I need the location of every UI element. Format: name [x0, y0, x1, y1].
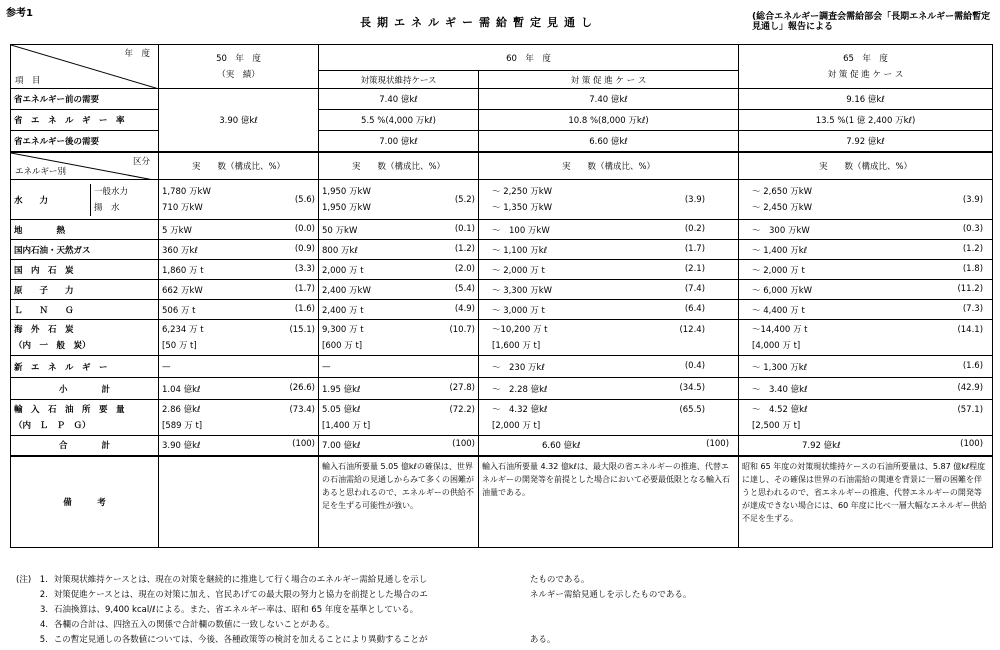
- cell-demand-y50: 3.90 億kℓ: [159, 89, 319, 152]
- label-subtotal: 小 計: [11, 378, 159, 400]
- label-remarks: 備 考: [11, 456, 159, 548]
- cell-geo-y65: ～ 300 万kW (0.3): [739, 220, 993, 240]
- cell-domoil-y60a: 800 万kℓ (1.2): [319, 240, 479, 260]
- cell-subtotal-y65: ～ 3.40 億kℓ (42.9): [739, 378, 993, 400]
- label-demand-before: 省エネルギー前の需要: [11, 89, 159, 110]
- page-title: 長期エネルギー需給暫定見通し: [360, 16, 598, 29]
- row-demand-after: [11, 131, 993, 152]
- cell-remarks-y60b: 輸入石油所要量 4.32 億kℓは、最大限の省エネルギーの推進、代替エネルギーの開発等を前提とした場合において必要最低限となる輸入石油量である。: [479, 456, 739, 548]
- label-saving-rate: 省 エ ネ ル ギ ー 率: [11, 110, 159, 131]
- cell-domcoal-y60a: 2,000 万 t (2.0): [319, 260, 479, 280]
- footnote-1: (注) 1. 対策現状維持ケースとは、現在の対策を継続的に推進して行く場合のエネルギー需給見通しを示し たものである。: [16, 575, 590, 585]
- cell-impcoal-y60b: ～10,200 万 t [1,600 万 t] (12.4): [479, 320, 739, 356]
- cell-before-y60b: 7.40 億kℓ: [479, 89, 739, 110]
- row-imported-oil: [11, 400, 993, 436]
- header-koumoku: 項 目: [15, 76, 41, 86]
- cell-lng-y50: 506 万 t (1.6): [159, 300, 319, 320]
- cell-nuclear-y60b: ～ 3,300 万kW (7.4): [479, 280, 739, 300]
- cell-hydro-y60b: ～ 2,250 万kW ～ 1,350 万kW (3.9): [479, 180, 739, 220]
- footnote-4: 4. 各欄の合計は、四捨五入の関係で合計欄の数値に一致しないことがある。: [40, 620, 335, 630]
- label-domestic-coal: 国 内 石 炭: [11, 260, 159, 280]
- row-geothermal: [11, 220, 993, 240]
- header-col60b: 対 策 促 進 ケ ー ス: [479, 71, 739, 89]
- cell-new-y60a: —: [319, 356, 479, 378]
- cell-total-y60b: 6.60 億kℓ (100): [479, 436, 739, 456]
- label-imported-coal: 海 外 石 炭 （内 一 般 炭）: [11, 320, 159, 356]
- header-col65: 65 年 度 対 策 促 進 ケ ー ス: [739, 45, 993, 89]
- header-col60-year: 60 年 度: [319, 45, 739, 71]
- cell-impcoal-y65: ～14,400 万 t [4,000 万 t] (14.1): [739, 320, 993, 356]
- cell-nuclear-y50: 662 万kW (1.7): [159, 280, 319, 300]
- cell-impcoal-y50: 6,234 万 t [50 万 t] (15.1): [159, 320, 319, 356]
- row-remarks: [11, 456, 993, 548]
- cell-subtotal-y50: 1.04 億kℓ (26.6): [159, 378, 319, 400]
- row-domestic-coal: [11, 260, 993, 280]
- header-col60a: 対策現状維持ケース: [319, 71, 479, 89]
- label-nuclear: 原 子 力: [11, 280, 159, 300]
- cell-lng-y60b: ～ 3,000 万 t (6.4): [479, 300, 739, 320]
- cell-rate-y60a: 5.5 %(4,000 万kℓ): [319, 110, 479, 131]
- subheader-y65: 実 数（構成比、%）: [739, 152, 993, 180]
- label-lng: Ｌ Ｎ Ｇ: [11, 300, 159, 320]
- cell-geo-y50: 5 万kW (0.0): [159, 220, 319, 240]
- label-geothermal: 地 熱: [11, 220, 159, 240]
- cell-geo-y60a: 50 万kW (0.1): [319, 220, 479, 240]
- header-col50: 50 年 度 （実 績）: [159, 45, 319, 89]
- cell-impcoal-y60a: 9,300 万 t [600 万 t] (10.7): [319, 320, 479, 356]
- cell-domoil-y65: ～ 1,400 万kℓ (1.2): [739, 240, 993, 260]
- label-imported-oil: 輸 入 石 油 所 要 量 （内 Ｌ Ｐ Ｇ）: [11, 400, 159, 436]
- header-diagonal-cell: [11, 45, 159, 89]
- row-hydro: [11, 180, 993, 220]
- subheader-kubun: 区分: [132, 156, 150, 167]
- subheader-diagonal-cell: [11, 152, 159, 180]
- label-domestic-oil-gas: 国内石油・天然ガス: [11, 240, 159, 260]
- cell-domcoal-y65: ～ 2,000 万 t (1.8): [739, 260, 993, 280]
- cell-before-y65: 9.16 億kℓ: [739, 89, 993, 110]
- row-imported-coal: [11, 320, 993, 356]
- cell-impoil-y65: ～ 4.52 億kℓ [2,500 万 t] (57.1): [739, 400, 993, 436]
- cell-hydro-y60a: 1,950 万kW 1,950 万kW (5.2): [319, 180, 479, 220]
- cell-total-y50: 3.90 億kℓ (100): [159, 436, 319, 456]
- reference-label: 参考1: [6, 8, 33, 19]
- cell-rate-y65: 13.5 %(1 億 2,400 万kℓ): [739, 110, 993, 131]
- subheader-y60b: 実 数（構成比、%）: [479, 152, 739, 180]
- row-new-energy: [11, 356, 993, 378]
- cell-domcoal-y50: 1,860 万 t (3.3): [159, 260, 319, 280]
- footnote-2: 2. 対策促進ケースとは、現在の対策に加え、官民あげての最大限の努力と協力を前提とした場合のエ ネルギー需給見通しを示したものである。: [39, 590, 692, 600]
- cell-rate-y60b: 10.8 %(8,000 万kℓ): [479, 110, 739, 131]
- cell-after-y60a: 7.00 億kℓ: [319, 131, 479, 152]
- label-new-energy: 新 エ ネ ル ギ ー: [11, 356, 159, 378]
- cell-geo-y60b: ～ 100 万kW (0.2): [479, 220, 739, 240]
- subheader-by-energy: エネルギー別: [15, 167, 67, 177]
- cell-lng-y60a: 2,400 万 t (4.9): [319, 300, 479, 320]
- cell-impoil-y50: 2.86 億kℓ [589 万 t] (73.4): [159, 400, 319, 436]
- cell-domoil-y60b: ～ 1,100 万kℓ (1.7): [479, 240, 739, 260]
- cell-new-y65: ～ 1,300 万kℓ (1.6): [739, 356, 993, 378]
- energy-outlook-table: [10, 44, 993, 548]
- label-demand-after: 省エネルギー後の需要: [11, 131, 159, 152]
- cell-nuclear-y60a: 2,400 万kW (5.4): [319, 280, 479, 300]
- cell-subtotal-y60b: ～ 2.28 億kℓ (34.5): [479, 378, 739, 400]
- cell-new-y60b: ～ 230 万kℓ (0.4): [479, 356, 739, 378]
- row-total: [11, 436, 993, 456]
- header-row-years: [11, 45, 993, 71]
- label-total: 合 計: [11, 436, 159, 456]
- cell-remarks-y60a: 輸入石油所要量 5.05 億kℓの確保は、世界の石油需給の見通しからみて多くの困難があると思われるので、エネルギーの供給不足を生ずる可能性が強い。: [319, 456, 479, 548]
- cell-total-y65: 7.92 億kℓ (100): [739, 436, 993, 456]
- cell-hydro-y65: ～ 2,650 万kW ～ 2,450 万kW (3.9): [739, 180, 993, 220]
- row-nuclear: [11, 280, 993, 300]
- cell-impoil-y60b: ～ 4.32 億kℓ [2,000 万 t] (65.5): [479, 400, 739, 436]
- cell-total-y60a: 7.00 億kℓ (100): [319, 436, 479, 456]
- row-domestic-oil-gas: [11, 240, 993, 260]
- cell-domcoal-y60b: ～ 2,000 万 t (2.1): [479, 260, 739, 280]
- source-note: (総合エネルギー調査会需給部会「長期エネルギー需給暫定見通し」報告による: [752, 12, 991, 32]
- cell-impoil-y60a: 5.05 億kℓ [1,400 万 t] (72.2): [319, 400, 479, 436]
- cell-after-y60b: 6.60 億kℓ: [479, 131, 739, 152]
- cell-new-y50: —: [159, 356, 319, 378]
- row-subtotal: [11, 378, 993, 400]
- cell-remarks-y50: [159, 456, 319, 548]
- subheader-y60a: 実 数（構成比、%）: [319, 152, 479, 180]
- row-saving-rate: [11, 110, 993, 131]
- cell-hydro-y50: 1,780 万kW 710 万kW (5.6): [159, 180, 319, 220]
- cell-before-y60a: 7.40 億kℓ: [319, 89, 479, 110]
- subheader-y50: 実 数（構成比、%）: [159, 152, 319, 180]
- cell-subtotal-y60a: 1.95 億kℓ (27.8): [319, 378, 479, 400]
- footnote-5: 5. この暫定見通しの各数値については、今後、各種政策等の検討を加えることにより異動することが ある。: [39, 635, 556, 645]
- label-hydro: 水 力 一般水力 揚 水: [11, 180, 159, 220]
- footnote-3: 3. 石油換算は、9,400 kcal/ℓによる。また、省エネルギー率は、昭和 65 年度を基準としている。: [40, 605, 419, 615]
- row-subheader: [11, 152, 993, 180]
- cell-domoil-y50: 360 万kℓ (0.9): [159, 240, 319, 260]
- cell-nuclear-y65: ～ 6,000 万kW (11.2): [739, 280, 993, 300]
- row-lng: [11, 300, 993, 320]
- cell-after-y65: 7.92 億kℓ: [739, 131, 993, 152]
- header-nendo: 年 度: [124, 49, 150, 59]
- cell-remarks-y65: 昭和 65 年度の対策現状維持ケースの石油所要量は、5.87 億kℓ程度に達し、その確保は世界の石油需給の関連を背景に一層の困難を伴うと思われるので、省エネルギーの推進、代替エネルギーの開発等が達成できない場合には、60 年度に比べ一層大幅なエネルギー供給不足を生ずる。: [739, 456, 993, 548]
- row-demand-before: [11, 89, 993, 110]
- footnotes: [16, 573, 996, 648]
- cell-lng-y65: ～ 4,400 万 t (7.3): [739, 300, 993, 320]
